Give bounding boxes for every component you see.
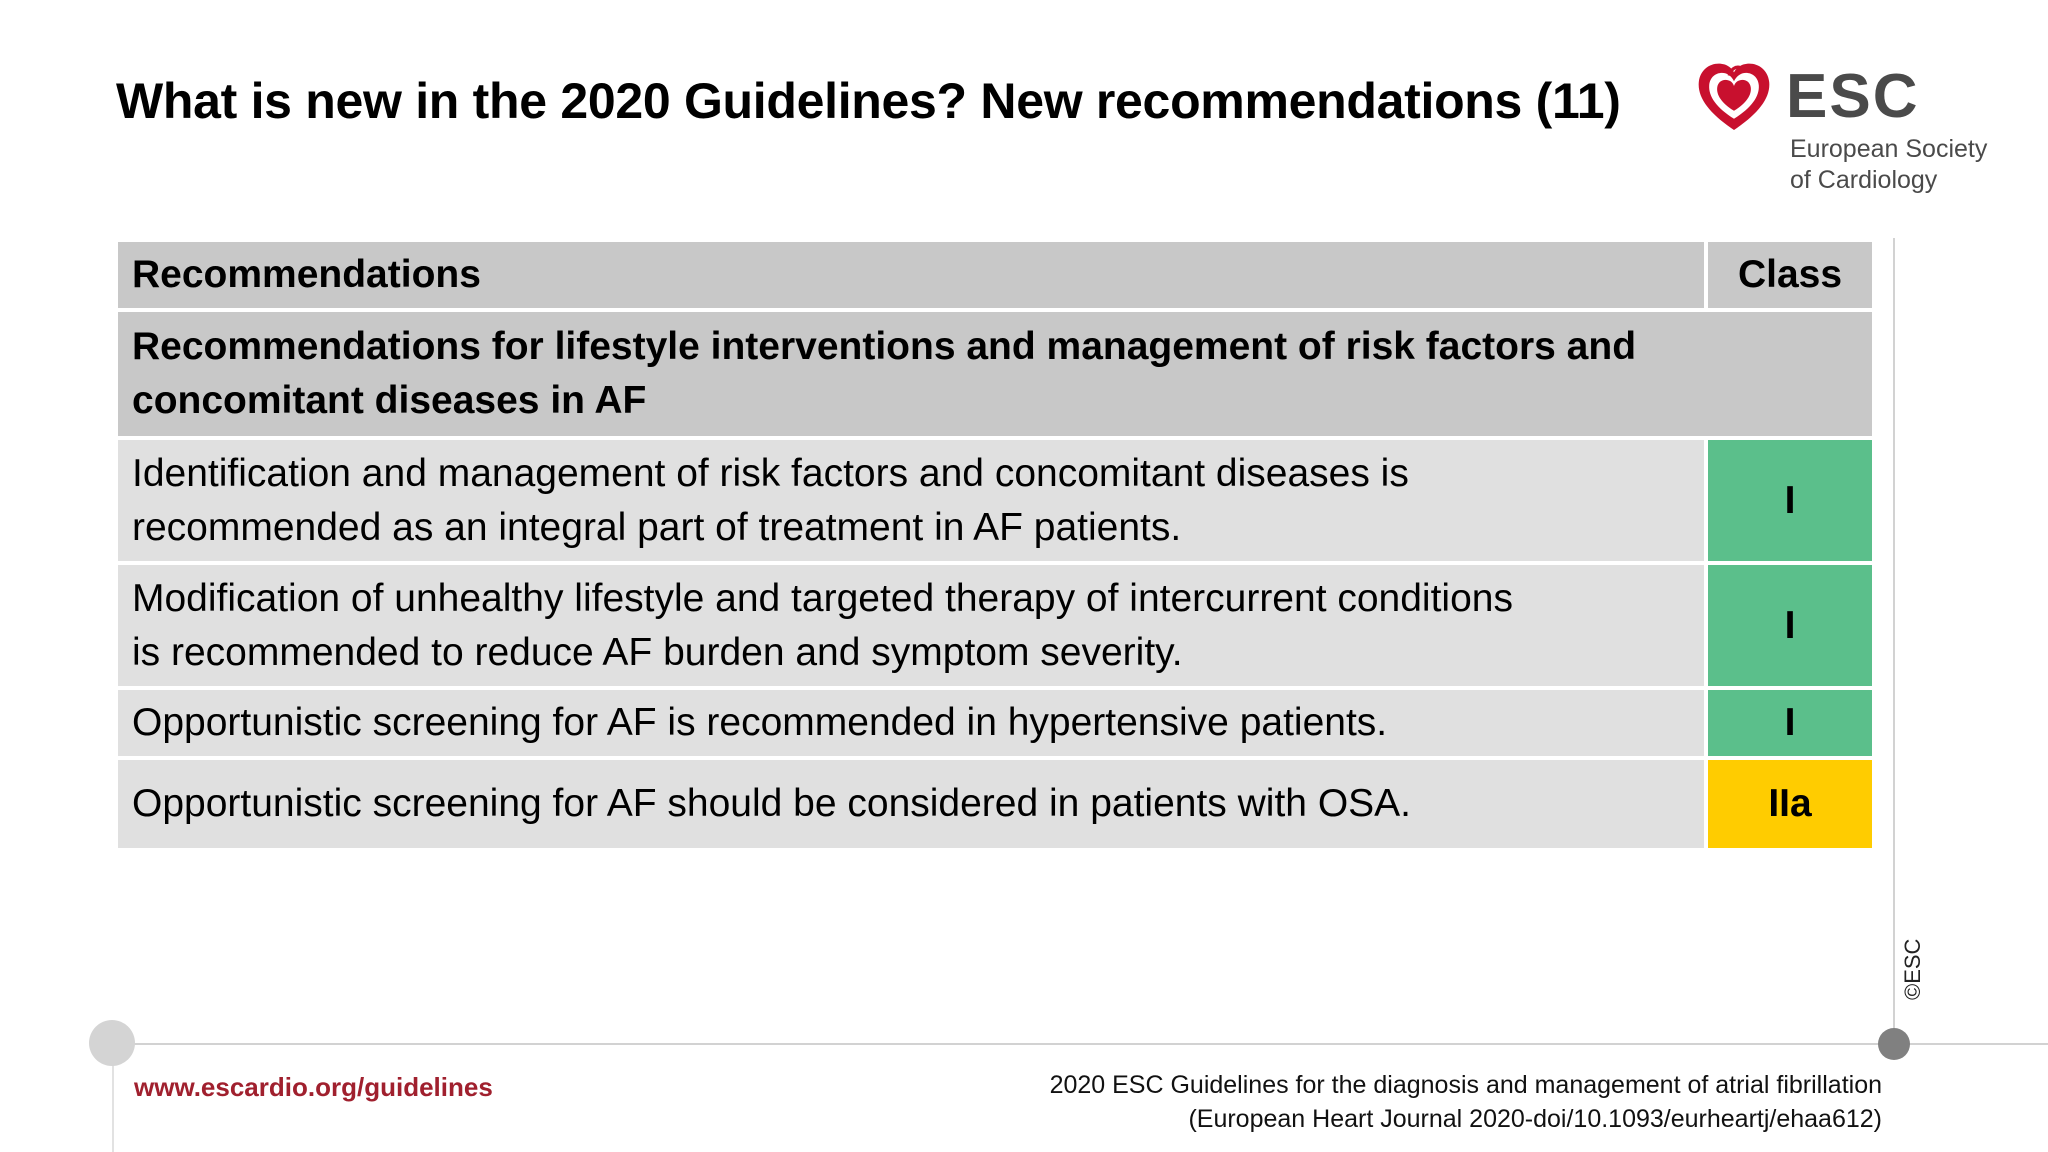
- table-header-row: [118, 242, 1872, 308]
- footer-left-divider: [112, 1064, 114, 1152]
- recommendation-text: Opportunistic screening for AF should be considered in patients with OSA.: [118, 760, 1704, 848]
- header-class: Class: [1708, 242, 1872, 308]
- footer-left-dot: [89, 1020, 135, 1066]
- table-row: [118, 690, 1872, 756]
- class-badge: I: [1708, 690, 1872, 756]
- recommendation-text: [118, 565, 1704, 686]
- class-badge: I: [1708, 565, 1872, 686]
- logo-esc-text: ESC: [1786, 62, 1920, 131]
- footer-reference-line1: 2020 ESC Guidelines for the diagnosis and management of atrial fibrillation: [1049, 1071, 1882, 1099]
- esc-heart-logo-icon: [1694, 58, 1774, 138]
- recommendation-line: recommended as an integral part of treatment in AF patients.: [132, 505, 1182, 549]
- section-heading: Recommendations for lifestyle interventions and management of risk factors and concomitant diseases in AF: [118, 312, 1872, 436]
- copyright-label: ©ESC: [1900, 938, 1925, 1000]
- recommendation-line: Modification of unhealthy lifestyle and targeted therapy of intercurrent conditions: [132, 576, 1513, 620]
- footer-divider: [112, 1043, 2048, 1045]
- recommendations-table: [118, 242, 1872, 852]
- class-badge: I: [1708, 440, 1872, 561]
- header-recommendations: Recommendations: [118, 242, 1704, 308]
- recommendation-text: Opportunistic screening for AF is recommended in hypertensive patients.: [118, 690, 1704, 756]
- recommendation-text: [118, 440, 1704, 561]
- slide-title: What is new in the 2020 Guidelines? New recommendations (11): [116, 73, 1621, 129]
- right-vertical-divider: [1893, 238, 1895, 1042]
- esc-logo: [1694, 56, 1988, 196]
- footer-reference: [1050, 1068, 1882, 1136]
- logo-subtitle-line1: European Society: [1790, 135, 1988, 163]
- recommendation-line: is recommended to reduce AF burden and symptom severity.: [132, 630, 1183, 674]
- recommendation-line: Identification and management of risk factors and concomitant diseases is: [132, 451, 1409, 495]
- table-row: [118, 440, 1872, 561]
- logo-subtitle-line2: of Cardiology: [1790, 166, 1938, 194]
- class-badge: IIa: [1708, 760, 1872, 848]
- guidelines-link[interactable]: www.escardio.org/guidelines: [134, 1072, 493, 1102]
- table-row: [118, 760, 1872, 848]
- footer-reference-line2: (European Heart Journal 2020-doi/10.1093/eurheartj/ehaa612): [1188, 1105, 1882, 1133]
- logo-subtitle: [1790, 134, 1987, 196]
- table-row: [118, 565, 1872, 686]
- footer-right-dot: [1878, 1028, 1910, 1060]
